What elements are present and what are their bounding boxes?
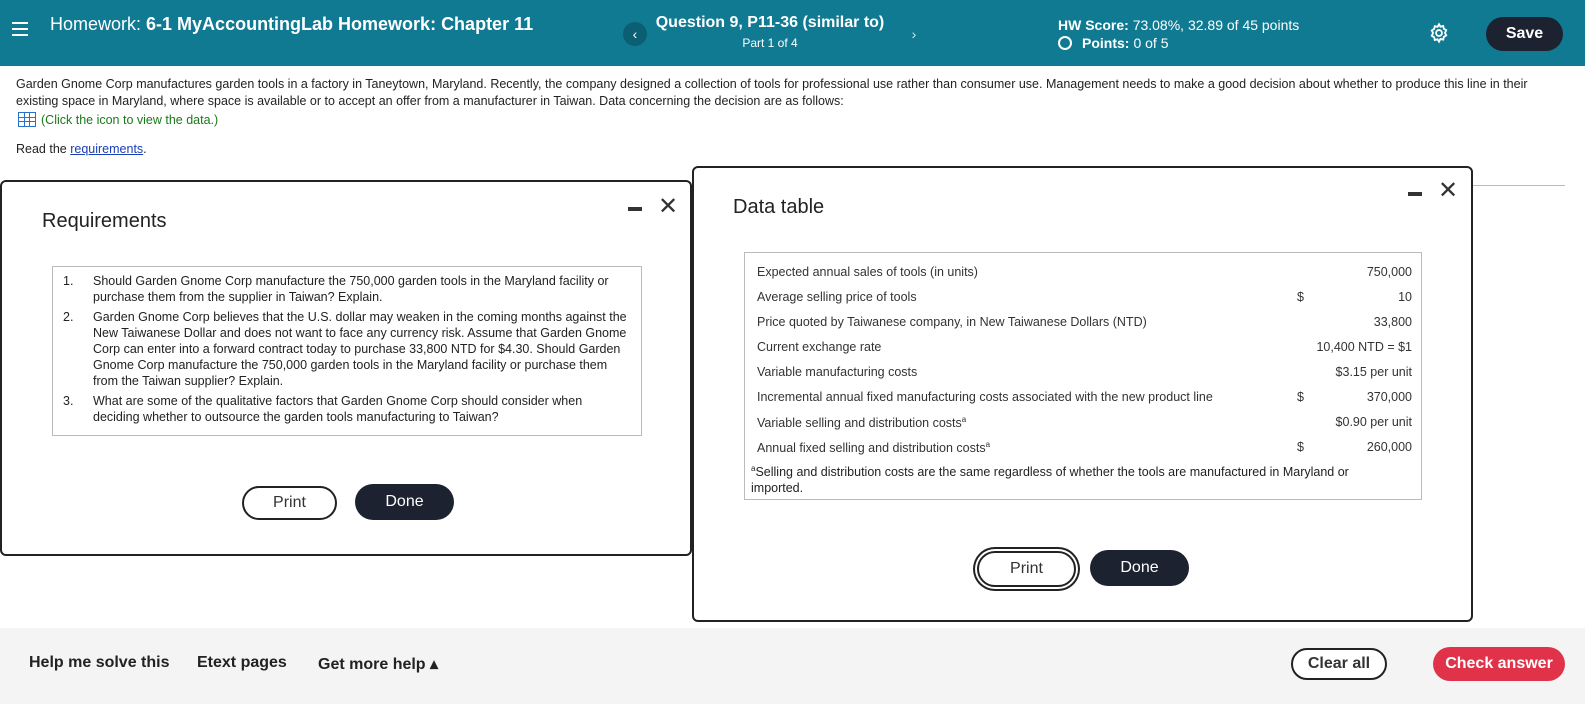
footnote-marker: a	[985, 440, 991, 449]
row-value: 33,800	[1373, 315, 1412, 329]
table-footnote	[751, 461, 1391, 496]
homework-name: 6-1 MyAccountingLab Homework: Chapter 11	[146, 14, 534, 34]
data-table-title: Data table	[733, 196, 825, 218]
requirement-item	[63, 393, 631, 425]
points-circle-icon	[1058, 36, 1072, 50]
done-button[interactable]: Done	[355, 484, 454, 520]
get-more-help-button[interactable]: Get more help ▴	[318, 656, 439, 673]
requirements-dialog	[0, 180, 692, 556]
homework-prefix: Homework:	[50, 14, 147, 34]
save-button[interactable]: Save	[1486, 17, 1563, 51]
points-label: Points:	[1082, 35, 1130, 51]
row-label-text: Annual fixed selling and distribution costs	[757, 441, 986, 456]
row-value: 750,000	[1366, 265, 1412, 279]
next-question-button[interactable]	[902, 22, 926, 46]
row-label-text: Variable selling and distribution costs	[757, 416, 962, 431]
requirement-number: 1.	[63, 274, 74, 288]
requirement-number: 2.	[63, 310, 74, 324]
row-label: Expected annual sales of tools (in units)	[757, 265, 978, 279]
table-row	[757, 311, 1412, 335]
requirement-text: Should Garden Gnome Corp manufacture the 750,000 garden tools in the Maryland facility or purchase them from the supplier in Taiwan? Explain.	[93, 274, 609, 304]
read-suffix: .	[143, 142, 147, 156]
requirements-list	[52, 266, 642, 436]
table-row	[757, 411, 1412, 435]
row-currency: $	[1297, 290, 1304, 304]
hw-score	[1058, 17, 1299, 33]
points	[1058, 35, 1168, 51]
row-currency: $	[1297, 440, 1304, 454]
check-answer-button[interactable]: Check answer	[1433, 647, 1565, 681]
requirement-text: What are some of the qualitative factors that Garden Gnome Corp should consider when deciding whether to outsource the garden tools manufacturing to Taiwan?	[93, 394, 583, 424]
requirement-number: 3.	[63, 394, 74, 408]
gear-icon[interactable]	[1428, 22, 1450, 44]
footnote-marker: a	[751, 464, 756, 473]
footnote-text: Selling and distribution costs are the same regardless of whether the tools are manufactured in Maryland or imported.	[751, 465, 1349, 496]
row-value: 10	[1398, 290, 1412, 304]
clear-all-button[interactable]: Clear all	[1291, 648, 1387, 680]
minimize-icon[interactable]	[628, 207, 642, 211]
row-value: $3.15 per unit	[1335, 365, 1412, 379]
table-grid-icon[interactable]	[18, 112, 36, 127]
minimize-icon[interactable]	[1408, 192, 1422, 196]
requirement-item	[63, 273, 631, 305]
row-label: Variable manufacturing costs	[757, 365, 918, 379]
chevron-right-icon: ›	[911, 26, 917, 42]
done-button[interactable]: Done	[1090, 550, 1189, 586]
row-label: Incremental annual fixed manufacturing costs associated with the new product line	[757, 390, 1213, 404]
homework-title	[50, 14, 570, 34]
close-icon[interactable]: ✕	[1438, 177, 1459, 204]
question-text: Garden Gnome Corp manufactures garden tools in a factory in Taneytown, Maryland. Recently, the company designed a collection of tools for professional use rather than consumer use. Management needs to make a good decision about whether to produce this line in their existing space in Maryland, where space is available or to accept an offer from a manufacturer in Taiwan. Data concerning the decision are as follows:	[16, 77, 1528, 108]
view-data-label[interactable]: (Click the icon to view the data.)	[41, 112, 219, 127]
table-row	[757, 386, 1412, 410]
requirements-link[interactable]: requirements	[70, 142, 144, 156]
data-table	[744, 252, 1422, 500]
read-prefix: Read the	[16, 142, 71, 156]
bottom-toolbar	[0, 628, 1585, 704]
hamburger-menu-icon[interactable]	[12, 22, 28, 38]
table-row	[757, 436, 1412, 460]
etext-pages-button[interactable]: Etext pages	[197, 654, 287, 671]
row-label: Current exchange rate	[757, 340, 882, 354]
row-value: $0.90 per unit	[1335, 415, 1412, 429]
question-title: Question 9, P11-36 (similar to)	[655, 14, 885, 31]
table-row	[757, 286, 1412, 310]
row-label: Average selling price of tools	[757, 290, 917, 304]
table-row	[757, 336, 1412, 360]
print-button[interactable]: Print	[242, 486, 337, 520]
row-value: 10,400 NTD = $1	[1316, 340, 1412, 354]
row-value: 260,000	[1366, 440, 1412, 454]
print-button[interactable]: Print	[977, 551, 1076, 587]
table-row	[757, 361, 1412, 385]
help-me-solve-button[interactable]: Help me solve this	[29, 654, 170, 671]
read-requirements	[16, 142, 147, 156]
hw-score-value: 73.08%, 32.89 of 45 points	[1132, 17, 1300, 33]
footnote-marker: a	[961, 415, 967, 424]
row-label: Price quoted by Taiwanese company, in New Taiwanese Dollars (NTD)	[757, 315, 1147, 329]
row-value: 370,000	[1366, 390, 1412, 404]
table-row	[757, 261, 1412, 285]
hw-score-label: HW Score:	[1058, 17, 1129, 33]
chevron-left-icon: ‹	[632, 26, 638, 42]
close-icon[interactable]: ✕	[658, 193, 679, 220]
row-label	[757, 415, 966, 430]
requirement-text: Garden Gnome Corp believes that the U.S. dollar may weaken in the coming months against the New Taiwanese Dollar and does not want to face any currency risk. Assume that Garden Gnome Corp can enter into a forward contract today to purchase 33,800 NTD for $4.30. Should Garden Gnome Corp manufacture the 750,000 garden tools in the Maryland facility or purchase them from the Taiwan supplier? Explain.	[93, 310, 627, 388]
view-data-link[interactable]	[18, 112, 218, 127]
top-header	[0, 0, 1585, 66]
question-part: Part 1 of 4	[742, 36, 798, 50]
requirements-title: Requirements	[42, 210, 167, 232]
divider	[1470, 185, 1565, 186]
data-table-dialog	[692, 166, 1473, 622]
row-label	[757, 440, 990, 455]
row-currency: $	[1297, 390, 1304, 404]
requirement-item	[63, 309, 631, 389]
points-value: 0 of 5	[1133, 35, 1169, 51]
